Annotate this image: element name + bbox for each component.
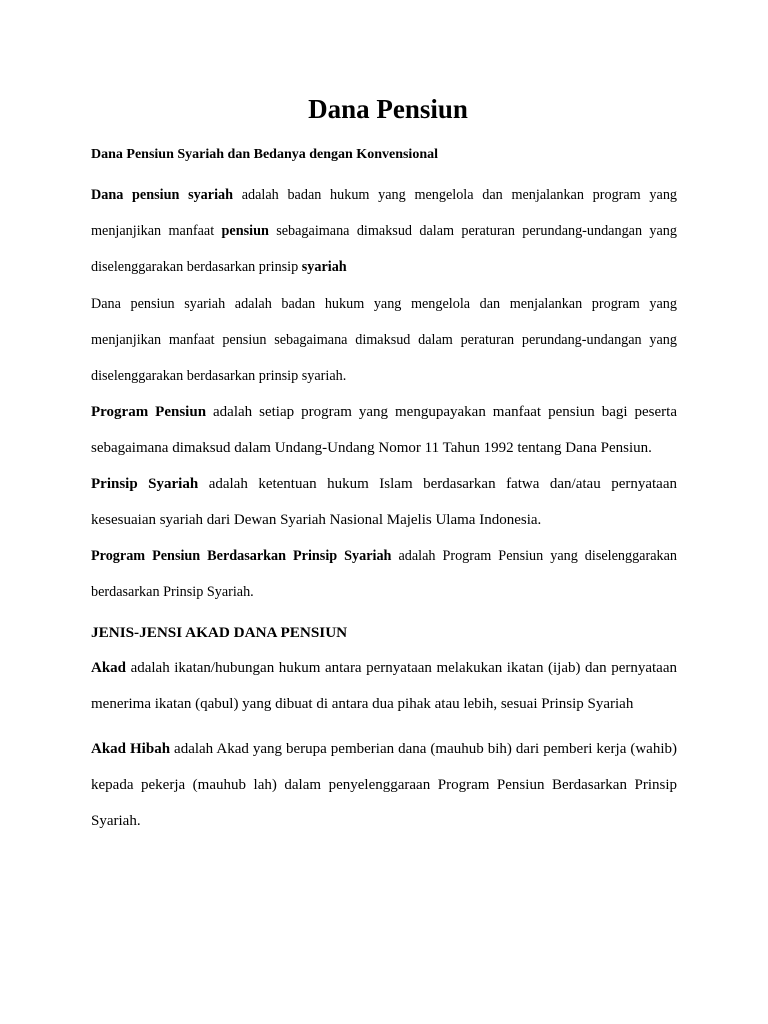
paragraph-dana-pensiun-syariah-repeat: Dana pensiun syariah adalah badan hukum yang mengelola dan menjalankan program yang menjanjikan manfaat pensiun sebagaimana dimaksud dalam peraturan perundang-undangan yang diselenggarakan berdasarkan prinsip syariah. (91, 296, 677, 384)
bold-term: syariah (301, 259, 347, 275)
paragraph-text: sebagaimana dimaksud dalam peraturan perundang-undangan yang diselenggarakan berdasarkan prinsip (91, 223, 677, 275)
bold-term: Dana pensiun syariah (91, 187, 234, 203)
section-heading-jenis-akad: JENIS-JENSI AKAD DANA PENSIUN (91, 624, 348, 641)
paragraph-prinsip-syariah (91, 466, 677, 538)
paragraph-definition-dana-pensiun-syariah (91, 177, 677, 285)
paragraph-program-pensiun-syariah (91, 538, 677, 610)
paragraph-text: adalah Akad yang berupa pemberian dana (mauhub bih) dari pemberi kerja (wahib) kepada pekerja (mauhub lah) dalam penyelenggaraan Program Pensiun Berdasarkan Prinsip Syariah. (91, 741, 677, 829)
paragraph-akad (91, 650, 677, 722)
paragraph-akad-hibah (91, 731, 677, 839)
bold-term: Program Pensiun Berdasarkan Prinsip Syariah (91, 548, 392, 564)
paragraph-text: adalah ikatan/hubungan hukum antara pernyataan melakukan ikatan (ijab) dan pernyataan menerima ikatan (qabul) yang dibuat di antara dua pihak atau lebih, sesuai Prinsip Syariah (91, 660, 677, 712)
bold-term: Akad Hibah (91, 741, 171, 757)
bold-term: Akad (91, 660, 127, 676)
paragraph-text: adalah badan hukum yang mengelola dan menjalankan program yang menjanjikan manfaat (91, 187, 678, 239)
paragraph-text: adalah Program Pensiun yang diselenggarakan berdasarkan Prinsip Syariah. (91, 548, 677, 600)
paragraph-program-pensiun (91, 394, 677, 466)
paragraph-text: adalah setiap program yang mengupayakan manfaat pensiun bagi peserta sebagaimana dimaksud dalam Undang-Undang Nomor 11 Tahun 1992 tentang Dana Pensiun. (91, 404, 677, 456)
bold-term: Prinsip Syariah (91, 476, 199, 492)
bold-term: Program Pensiun (91, 404, 207, 420)
document-subtitle: Dana Pensiun Syariah dan Bedanya dengan Konvensional (91, 147, 438, 162)
page-title: Dana Pensiun (308, 94, 468, 124)
document-content (91, 92, 677, 839)
paragraph-text: adalah ketentuan hukum Islam berdasarkan fatwa dan/atau pernyataan kesesuaian syariah dari Dewan Syariah Nasional Majelis Ulama Indonesia. (91, 476, 677, 528)
bold-term: pensiun (221, 223, 269, 239)
